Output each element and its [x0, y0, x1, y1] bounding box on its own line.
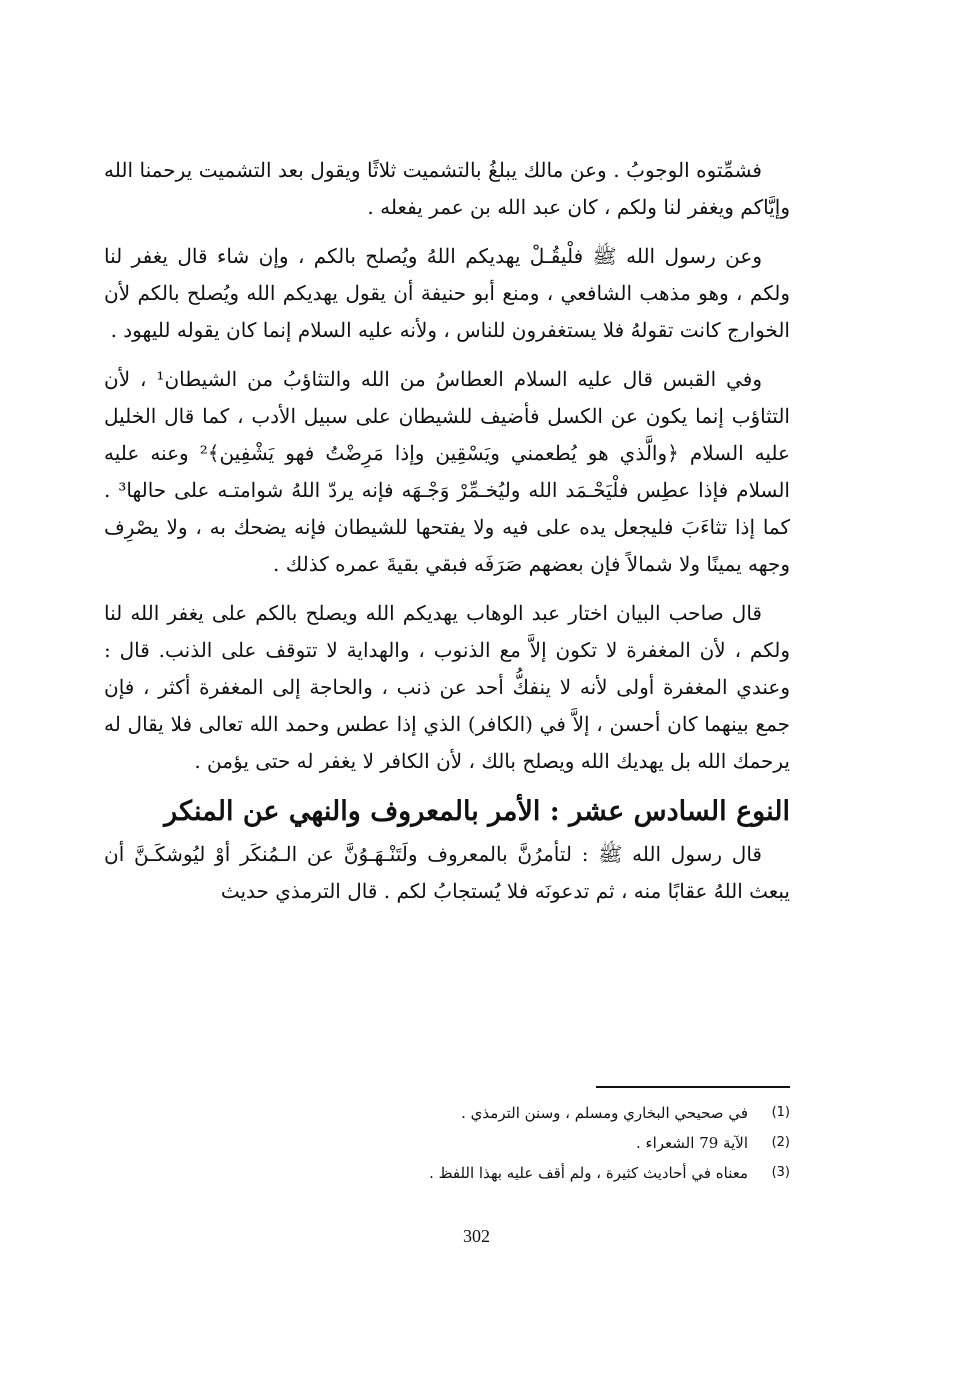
page-body [104, 152, 790, 922]
paragraph-2: وعن رسول الله ﷺ فلْيقُـلْ يهديكم اللهُ ويُصلح بالكم ، وإن شاء قال يغفر لنا ولكم ، وهو مذهب الشافعي ، ومنع أبو حنيفة أن يقول يهديكم الله ويُصلح بالكم لأن الخوارج كانت تقولهُ فلا يستغفرون للناس ، ولأنه عليه السلام إنما كان يقوله لليهود . [104, 244, 790, 342]
footnote-number: (2) [771, 1135, 790, 1150]
footnote-number: (1) [771, 1105, 790, 1120]
footnote-number: (3) [771, 1165, 790, 1180]
footnote-text: في صحيحي البخاري ومسلم ، وسنن الترمذي . [461, 1104, 748, 1122]
footnotes [300, 1098, 790, 1188]
section-heading: النوع السادس عشر : الأمر بالمعروف والنهي عن المنكر [164, 796, 790, 827]
footnote-1 [300, 1098, 790, 1128]
paragraph-4: قال صاحب البيان اختار عبد الوهاب يهديكم الله ويصلح بالكم على يغفر الله لنا ولكم ، لأن المغفرة لا تكون إلاَّ مع الذنوب ، والهداية لا تتوقف على الذنب. قال : وعندي المغفرة أولى لأنه لا ينفكُّ أحد عن ذنب ، والحاجة إلى المغفرة أكثر ، فإن جمع بينهما كان أحسن ، إلاَّ في (الكافر) الذي إذا عطس وحمد الله تعالى فلا يقال له يرحمك الله بل يهديك الله ويصلح بالك ، لأن الكافر لا يغفر له حتى يؤمن . [104, 601, 790, 773]
paragraph-1: فشمِّتوه الوجوبُ . وعن مالك يبلغُ بالتشميت ثلاثًا ويقول بعد التشميت يرحمنا الله وإيَّاكم ويغفر لنا ولكم ، كان عبد الله بن عمر يفعله . [104, 158, 790, 219]
footnote-divider [596, 1086, 790, 1088]
footnote-text: معناه في أحاديث كثيرة ، ولم أقف عليه بهذا اللفظ . [429, 1164, 748, 1182]
footnote-text: الآية 79 الشعراء . [636, 1134, 748, 1152]
page-number: 302 [463, 1226, 490, 1246]
paragraph-3: وفي القبس قال عليه السلام العطاسُ من الله والتثاؤبُ من الشيطان¹ ، لأن التثاؤب إنما يكون عن الكسل فأضيف للشيطان على سبيل الأدب ، كما قال الخليل عليه السلام ﴿والَّذي هو يُطعمني ويَسْقِين وإذا مَرِضْتُ فهو يَشْفِين﴾² وعنه عليه السلام فإذا عطِس فلْيَحْـمَد الله وليُخـمِّرْ وَجْـهَه فإنه يردّ اللهُ شوامتـه على حالها³ . كما إذا تثاءَبَ فليجعل يده على فيه ولا يفتحها للشيطان فإنه يضحك به ، ولا يصْرِف وجهه يمينًا ولا شمالاً فإن بعضهم صَرَفَه فبقي بقيةَ عمره كذلك . [104, 367, 790, 576]
footnote-3 [300, 1158, 790, 1188]
footnote-2 [300, 1128, 790, 1158]
paragraph-5: قال رسول الله ﷺ : لتأمرُنَّ بالمعروف ولَتَنْـهَـوُنَّ عن الـمُنكَر أوْ ليُوشكَـنَّ أن يبعث اللهُ عقابًا منه ، ثم تدعونَه فلا يُستجابُ لكم . قال الترمذي حديث [104, 842, 790, 903]
